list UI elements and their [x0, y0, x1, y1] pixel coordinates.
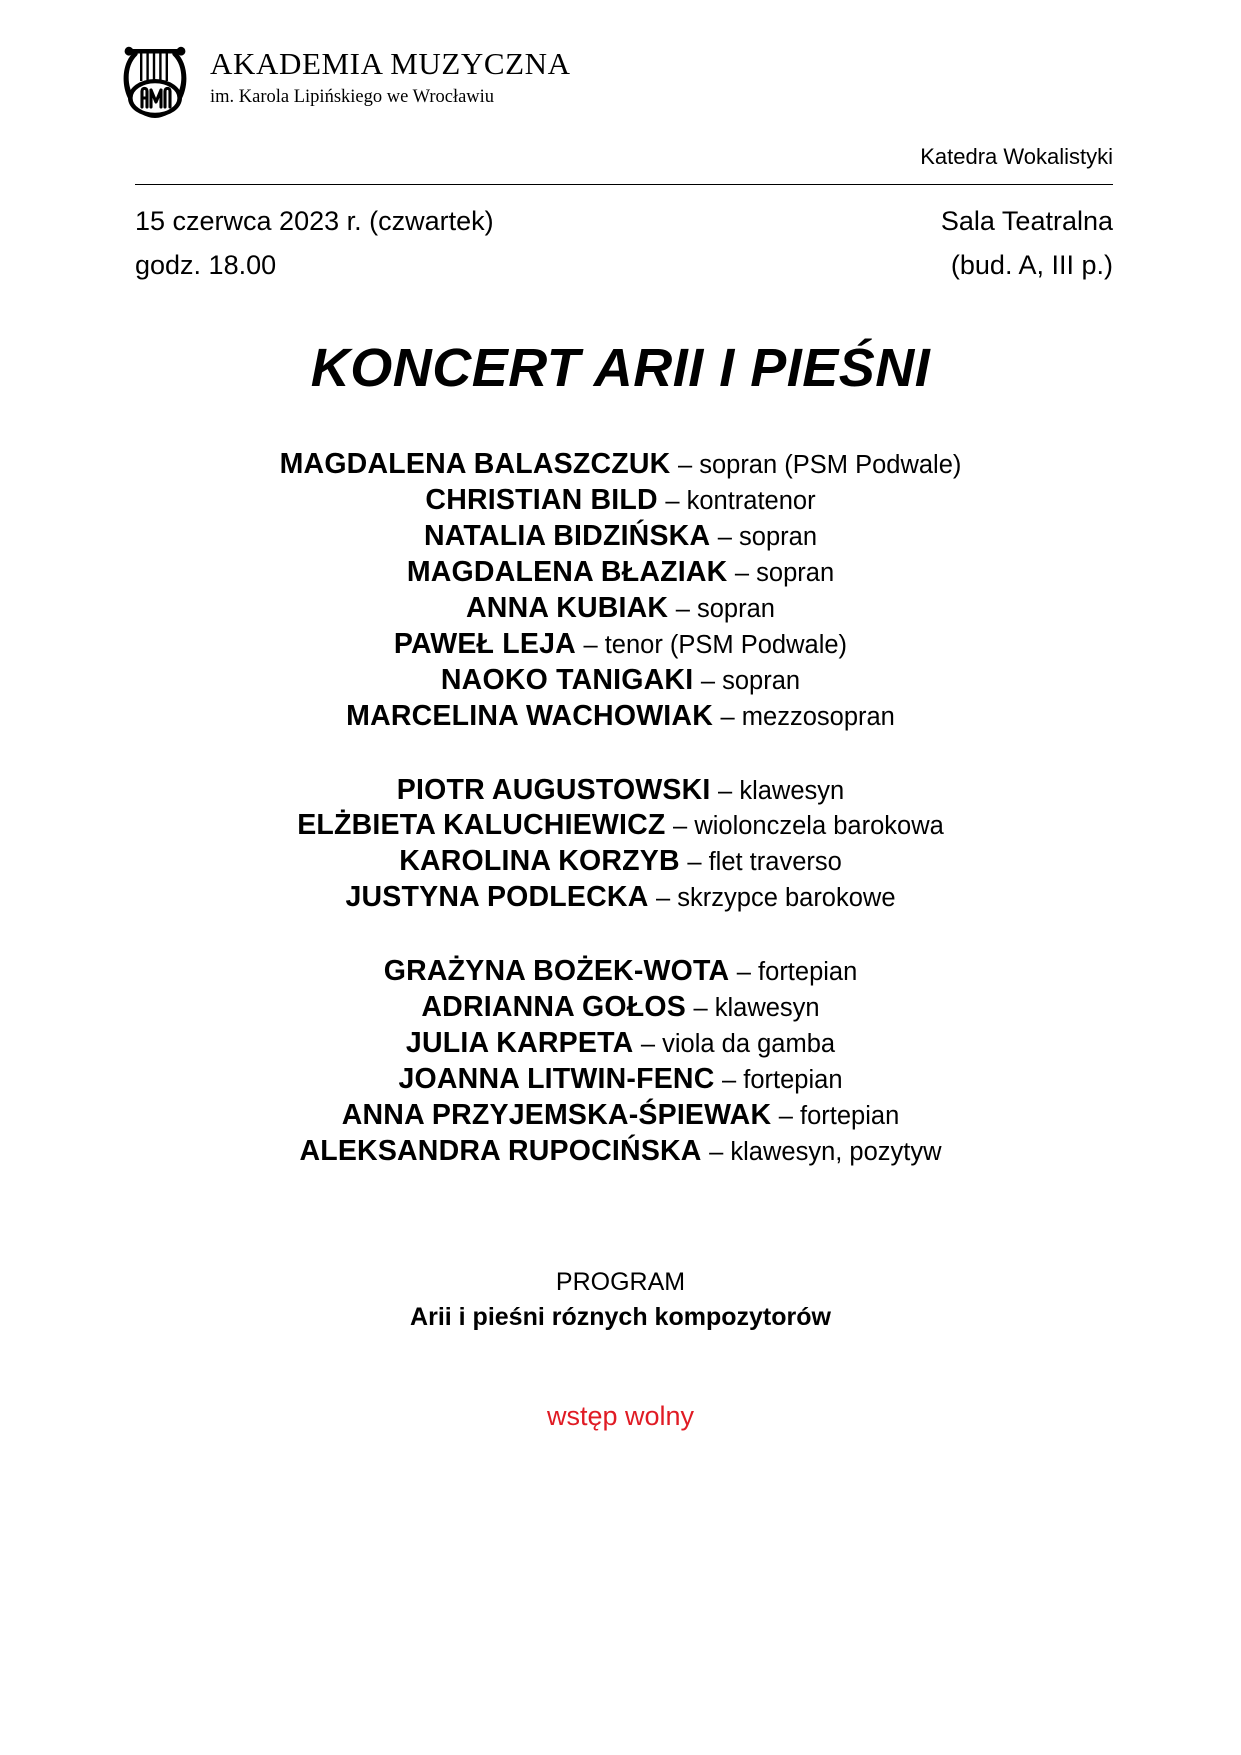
performer-name: GRAŻYNA BOŻEK-WOTA — [383, 955, 730, 988]
performer-row — [0, 1062, 1241, 1098]
institution-wordmark — [210, 34, 571, 108]
header-divider — [135, 184, 1113, 185]
page-title: KONCERT ARII I PIEŚNI — [310, 338, 931, 399]
performer-role: – mezzosopran — [720, 702, 895, 731]
performer-role: – fortepian — [736, 958, 858, 987]
performer-row — [0, 844, 1241, 880]
performer-role: – klawesyn, pozytyw — [709, 1137, 942, 1166]
performer-row — [0, 519, 1241, 555]
performer-role: – wiolonczela barokowa — [673, 812, 944, 841]
performer-row — [0, 808, 1241, 844]
performer-row — [0, 591, 1241, 627]
performer-row — [0, 483, 1241, 519]
performer-role: – sopran — [734, 559, 835, 587]
performer-list — [0, 447, 1241, 1169]
performer-role: – tenor (PSM Podwale) — [583, 630, 848, 659]
performer-name: MAGDALENA BŁAZIAK — [406, 556, 728, 588]
performer-name: CHRISTIAN BILD — [425, 484, 658, 517]
performer-role: – fortepian — [722, 1065, 843, 1094]
event-meta-row-date — [135, 202, 1113, 241]
performer-row — [0, 773, 1241, 809]
performer-name: PIOTR AUGUSTOWSKI — [396, 773, 711, 806]
performer-name: NATALIA BIDZIŃSKA — [423, 520, 711, 553]
institution-subtitle: im. Karola Lipińskiego we Wrocławiu — [210, 86, 495, 107]
performer-row — [0, 555, 1241, 591]
performer-group-keyboard-accompanists — [0, 954, 1241, 1169]
performer-row — [0, 954, 1241, 990]
performer-row — [0, 1134, 1241, 1170]
performer-row — [0, 627, 1241, 663]
admission-note: wstęp wolny — [546, 1401, 695, 1432]
performer-row — [0, 1098, 1241, 1134]
performer-name: JOANNA LITWIN-FENC — [398, 1062, 715, 1095]
program-label: PROGRAM — [555, 1267, 686, 1296]
performer-name: PAWEŁ LEJA — [393, 627, 576, 660]
event-meta-row-time — [135, 246, 1113, 285]
performer-name: JUSTYNA PODLECKA — [345, 881, 649, 914]
performer-name: ADRIANNA GOŁOS — [421, 991, 686, 1024]
performer-role: – flet traverso — [687, 848, 842, 877]
program-section — [0, 1266, 1241, 1336]
institution-name: AKADEMIA MUZYCZNA — [210, 46, 571, 81]
event-venue-detail: (bud. A, III p.) — [950, 250, 1113, 281]
performer-name: MAGDALENA BALASZCZUK — [279, 448, 671, 481]
performer-group-baroque-instrumentalists — [0, 773, 1241, 917]
performer-group-singers — [0, 447, 1241, 734]
lyre-logo-icon — [118, 36, 192, 124]
performer-name: MARCELINA WACHOWIAK — [346, 699, 713, 732]
performer-role: – skrzypce barokowe — [656, 884, 896, 913]
program-description: Arii i pieśni róznych kompozytorów — [410, 1303, 831, 1332]
performer-row — [0, 447, 1241, 483]
performer-row — [0, 1026, 1241, 1062]
performer-name: ANNA PRZYJEMSKA-ŚPIEWAK — [341, 1098, 772, 1131]
event-meta — [135, 202, 1113, 285]
performer-row — [0, 699, 1241, 735]
performer-row — [0, 990, 1241, 1026]
event-time: godz. 18.00 — [135, 250, 277, 281]
performer-row — [0, 880, 1241, 916]
performer-row — [0, 663, 1241, 699]
performer-role: – sopran — [675, 594, 775, 623]
performer-name: JULIA KARPETA — [405, 1026, 634, 1059]
performer-role: – kontratenor — [665, 487, 816, 516]
department-label: Katedra Wokalistyki — [920, 144, 1113, 169]
performer-name: ELŻBIETA KALUCHIEWICZ — [297, 809, 666, 842]
performer-name: KAROLINA KORZYB — [399, 845, 680, 878]
performer-name: NAOKO TANIGAKI — [440, 663, 694, 696]
performer-role: – klawesyn — [693, 994, 820, 1023]
performer-name: ALEKSANDRA RUPOCIŃSKA — [299, 1134, 702, 1167]
performer-role: – klawesyn — [718, 776, 845, 805]
performer-role: – viola da gamba — [640, 1029, 836, 1058]
event-venue: Sala Teatralna — [940, 206, 1113, 236]
performer-role: – sopran (PSM Podwale) — [677, 451, 962, 480]
performer-name: ANNA KUBIAK — [466, 591, 669, 624]
event-date: 15 czerwca 2023 r. (czwartek) — [135, 206, 494, 236]
performer-role: – fortepian — [778, 1101, 900, 1130]
performer-role: – sopran — [717, 523, 818, 552]
department-line — [0, 124, 1241, 170]
poster-header — [0, 0, 1241, 124]
performer-role: – sopran — [700, 666, 801, 695]
